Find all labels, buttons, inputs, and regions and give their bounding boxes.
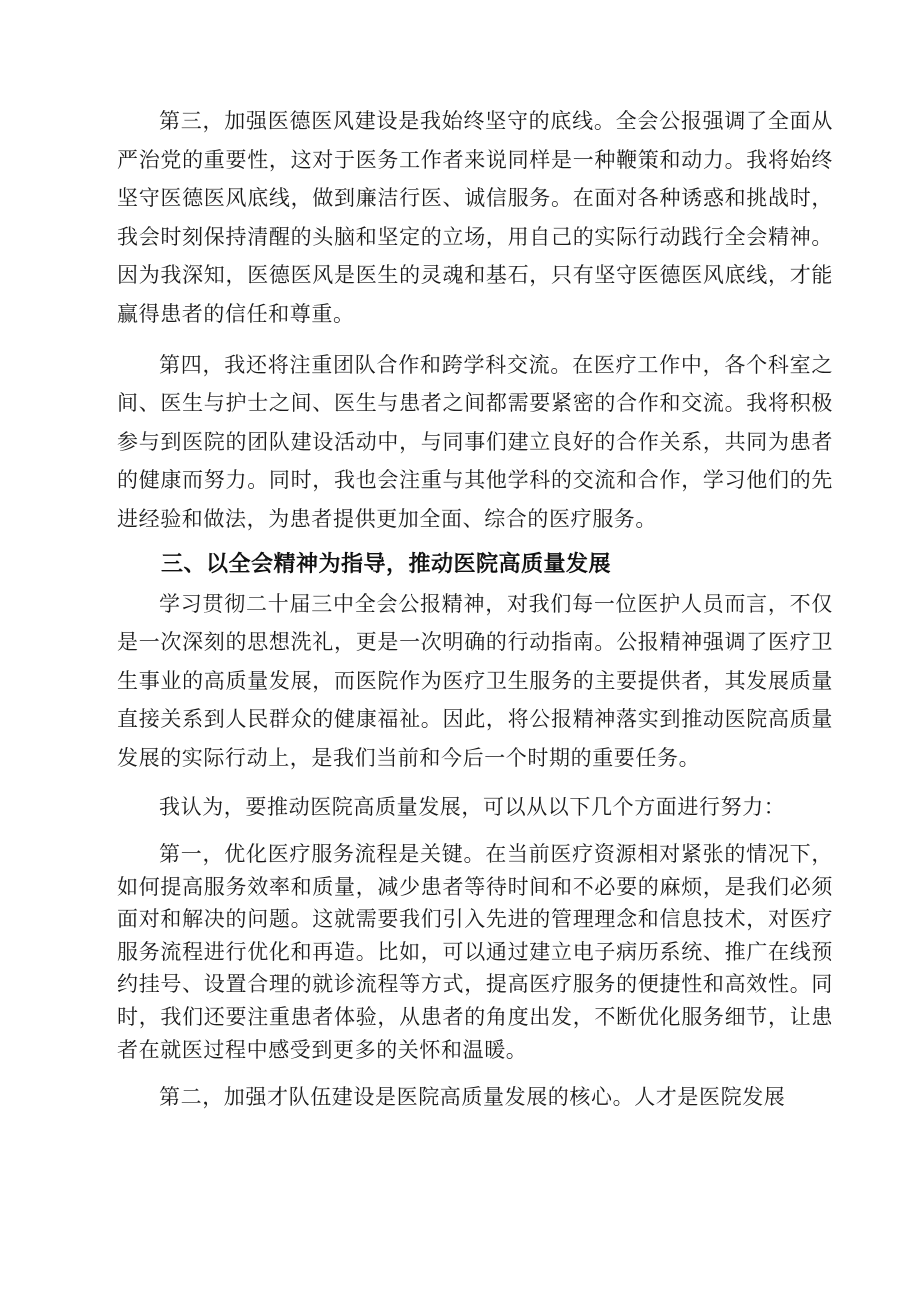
paragraph-fourth-point: 第四，我还将注重团队合作和跨学科交流。在医疗工作中，各个科室之间、医生与护士之间、医生与患者之间都需要紧密的合作和交流。我将积极参与到医院的团队建设活动中，与同事们建立良好的合作关系，共同为患者的健康而努力。同时，我也会注重与其他学科的交流和合作，学习他们的先进经验和做法，为患者提供更加全面、综合的医疗服务。: [117, 352, 833, 531]
paragraph-second-point: 第二，加强才队伍建设是医院高质量发展的核心。人才是医院发展: [159, 1085, 786, 1110]
paragraph-summary: 我认为，要推动医院高质量发展，可以从以下几个方面进行努力：: [159, 794, 786, 819]
paragraph-first-point: 第一，优化医疗服务流程是关键。在当前医疗资源相对紧张的情况下，如何提高服务效率和质量，减少患者等待时间和不必要的麻烦，是我们必须面对和解决的问题。这就需要我们引入先进的管理理念和信息技术，对医疗服务流程进行优化和再造。比如，可以通过建立电子病历系统、推广在线预约挂号、设置合理的就诊流程等方式，提高医疗服务的便捷性和高效性。同时，我们还要注重患者体验，从患者的角度出发，不断优化服务细节，让患者在就医过程中感受到更多的关怀和温暖。: [117, 842, 833, 1062]
paragraph-third-point: 第三，加强医德医风建设是我始终坚守的底线。全会公报强调了全面从严治党的重要性，这对于医务工作者来说同样是一种鞭策和动力。我将始终坚守医德医风底线，做到廉洁行医、诚信服务。在面对各种诱惑和挑战时，我会时刻保持清醒的头脑和坚定的立场，用自己的实际行动践行全会精神。因为我深知，医德医风是医生的灵魂和基石，只有坚守医德医风底线，才能赢得患者的信任和尊重。: [117, 109, 833, 326]
section-heading: 三、以全会精神为指导，推动医院高质量发展: [161, 551, 612, 577]
document-body: [117, 102, 833, 1117]
paragraph-intro: 学习贯彻二十届三中全会公报精神，对我们每一位医护人员而言，不仅是一次深刻的思想洗礼，更是一次明确的行动指南。公报精神强调了医疗卫生事业的高质量发展，而医院作为医疗卫生服务的主要提供者，其发展质量直接关系到人民群众的健康福祉。因此，将公报精神落实到推动医院高质量发展的实际行动上，是我们当前和今后一个时期的重要任务。: [117, 591, 833, 770]
